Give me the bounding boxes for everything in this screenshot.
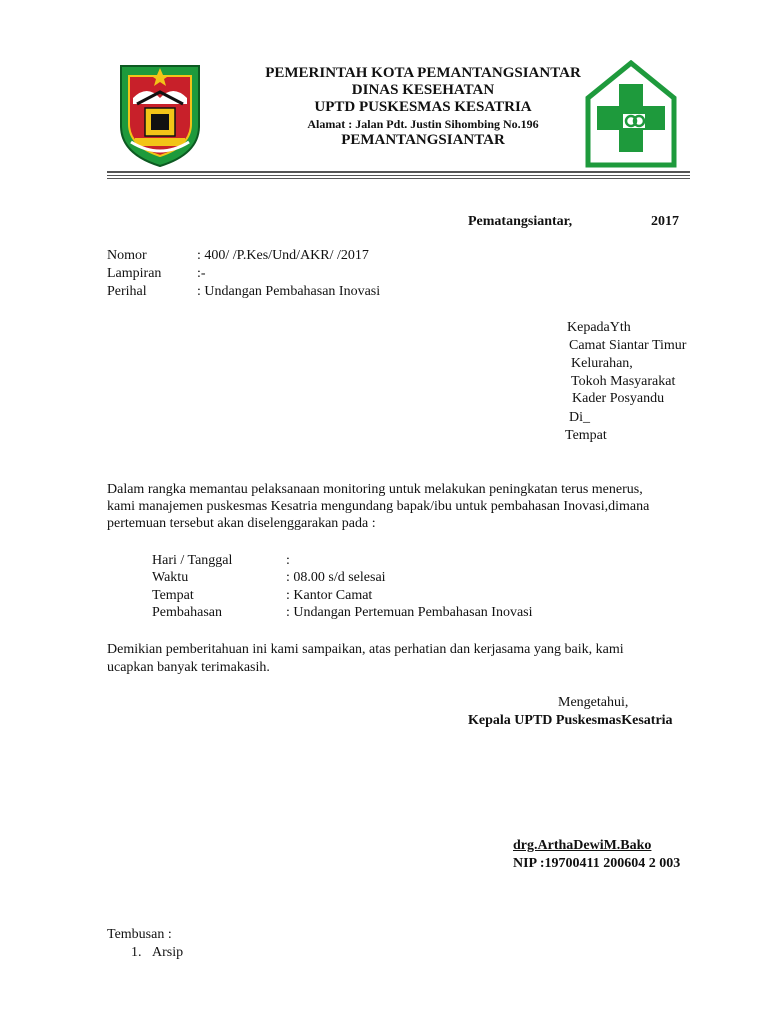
body-line-3: pertemuan tersebut akan diselenggarakan pada : — [107, 516, 376, 531]
recipient-salutation: KepadaYth — [567, 320, 631, 335]
letterhead-city: PEMANTANGSIANTAR — [341, 132, 505, 148]
header-divider-middle — [107, 175, 690, 176]
detail-topic-label: Pembahasan — [152, 605, 222, 620]
cc-item-arsip: Arsip — [152, 945, 184, 960]
letterhead-puskesmas: UPTD PUSKESMAS KESATRIA — [314, 99, 532, 115]
signature-acknowledge: Mengetahui, — [558, 695, 629, 710]
letterhead-address: Alamat : Jalan Pdt. Justin Sihombing No.196 — [307, 117, 539, 131]
event-details — [152, 552, 572, 624]
cc-title: Tembusan : — [107, 927, 172, 942]
city-emblem-logo — [117, 58, 203, 168]
date-year: 2017 — [651, 214, 679, 229]
puskesmas-logo — [585, 60, 677, 168]
detail-time-label: Waktu — [152, 570, 189, 585]
body-line-2: kami manajemen puskesmas Kesatria mengundang bapak/ibu untuk pembahasan Inovasi,dimana — [107, 499, 650, 514]
recipient-di: Di_ — [569, 410, 590, 425]
meta-nomor-label: Nomor — [107, 248, 147, 263]
header-divider-bottom — [107, 178, 690, 179]
signature-position: Kepala UPTD PuskesmasKesatria — [468, 713, 673, 728]
body-line-1: Dalam rangka memantau pelaksanaan monitoring untuk melakukan peningkatan terus menerus, — [107, 482, 643, 497]
meta-perihal-label: Perihal — [107, 284, 147, 299]
letter-meta — [107, 247, 507, 303]
meta-lampiran-value: :- — [197, 266, 206, 281]
closing-line-2: ucapkan banyak terimakasih. — [107, 660, 270, 675]
detail-time-value: : 08.00 s/d selesai — [286, 570, 386, 585]
detail-date-value: : — [286, 553, 290, 568]
meta-nomor-value: : 400/ /P.Kes/Und/AKR/ /2017 — [197, 248, 369, 263]
recipient-kader: Kader Posyandu — [572, 391, 665, 406]
letterhead-government: PEMERINTAH KOTA PEMANTANGSIANTAR — [265, 65, 581, 81]
recipient-tokoh: Tokoh Masyarakat — [571, 374, 676, 389]
recipient-tempat: Tempat — [565, 428, 607, 443]
signature-name: drg.ArthaDewiM.Bako — [513, 838, 652, 853]
date-place: Pematangsiantar, — [468, 214, 573, 229]
recipient-kelurahan: Kelurahan, — [571, 356, 633, 371]
detail-place-value: : Kantor Camat — [286, 588, 373, 603]
header-divider-top — [107, 171, 690, 173]
cc-item-number: 1. — [131, 945, 142, 960]
recipient-camat: Camat Siantar Timur — [569, 338, 687, 353]
detail-date-label: Hari / Tanggal — [152, 553, 233, 568]
letterhead-department: DINAS KESEHATAN — [351, 82, 495, 98]
signature-nip: NIP :19700411 200604 2 003 — [513, 856, 681, 871]
detail-topic-value: : Undangan Pertemuan Pembahasan Inovasi — [286, 605, 533, 620]
detail-place-label: Tempat — [152, 588, 194, 603]
meta-lampiran-label: Lampiran — [107, 266, 162, 281]
meta-perihal-value: : Undangan Pembahasan Inovasi — [197, 284, 381, 299]
closing-line-1: Demikian pemberitahuan ini kami sampaikan, atas perhatian dan kerjasama yang baik, kami — [107, 642, 624, 657]
